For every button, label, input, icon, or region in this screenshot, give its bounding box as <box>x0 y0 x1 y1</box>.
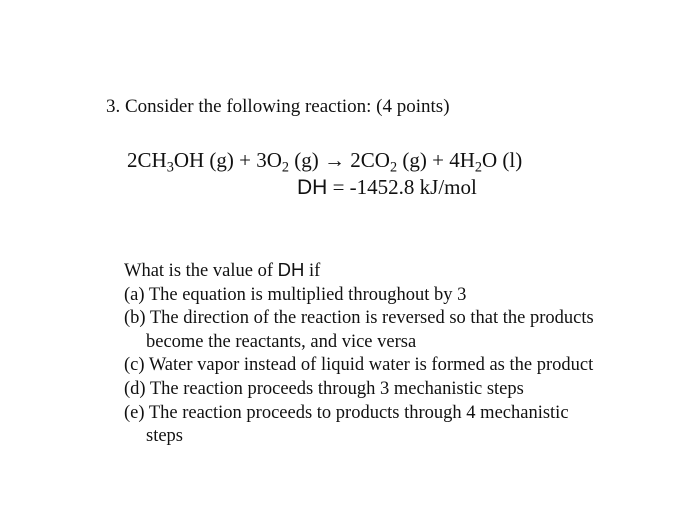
question-prompt <box>124 258 594 284</box>
enthalpy-value: = -1452.8 kJ/mol <box>327 175 477 199</box>
list-item-b: (b) The direction of the reaction is reversed so that the products become the reactants, and vice versa <box>124 308 594 352</box>
eq-methanol-subscript: 3 <box>166 159 174 176</box>
eq-water-subscript: 2 <box>474 159 482 176</box>
question-prefix: What is the value of <box>124 261 278 281</box>
reaction-equation <box>127 148 523 176</box>
eq-co2-tail: (g) + 4H <box>397 148 475 172</box>
delta-h-symbol: DH <box>297 176 328 199</box>
question-delta-h-symbol: DH <box>277 259 305 280</box>
eq-oxygen-tail: (g) → 2CO <box>289 148 390 172</box>
list-item-c: (c) Water vapor instead of liquid water is formed as the product <box>124 355 594 376</box>
eq-water-tail: O (l) <box>482 148 523 172</box>
list-item-a: (a) The equation is multiplied throughout by 3 <box>124 284 467 305</box>
question-title: 3. Consider the following reaction: (4 points) <box>106 96 450 117</box>
list-item-e: (e) The reaction proceeds to products through 4 mechanistic steps <box>124 402 569 447</box>
eq-co2-subscript: 2 <box>389 159 398 176</box>
eq-methanol-coef: 2CH <box>127 148 167 172</box>
eq-methanol-tail: OH (g) + 3O <box>173 148 282 172</box>
question-block <box>124 258 594 449</box>
question-suffix: if <box>304 261 321 281</box>
eq-oxygen-subscript: 2 <box>281 159 290 176</box>
list-item-d: (d) The reaction proceeds through 3 mechanistic steps <box>124 378 524 399</box>
enthalpy-line <box>297 175 477 200</box>
